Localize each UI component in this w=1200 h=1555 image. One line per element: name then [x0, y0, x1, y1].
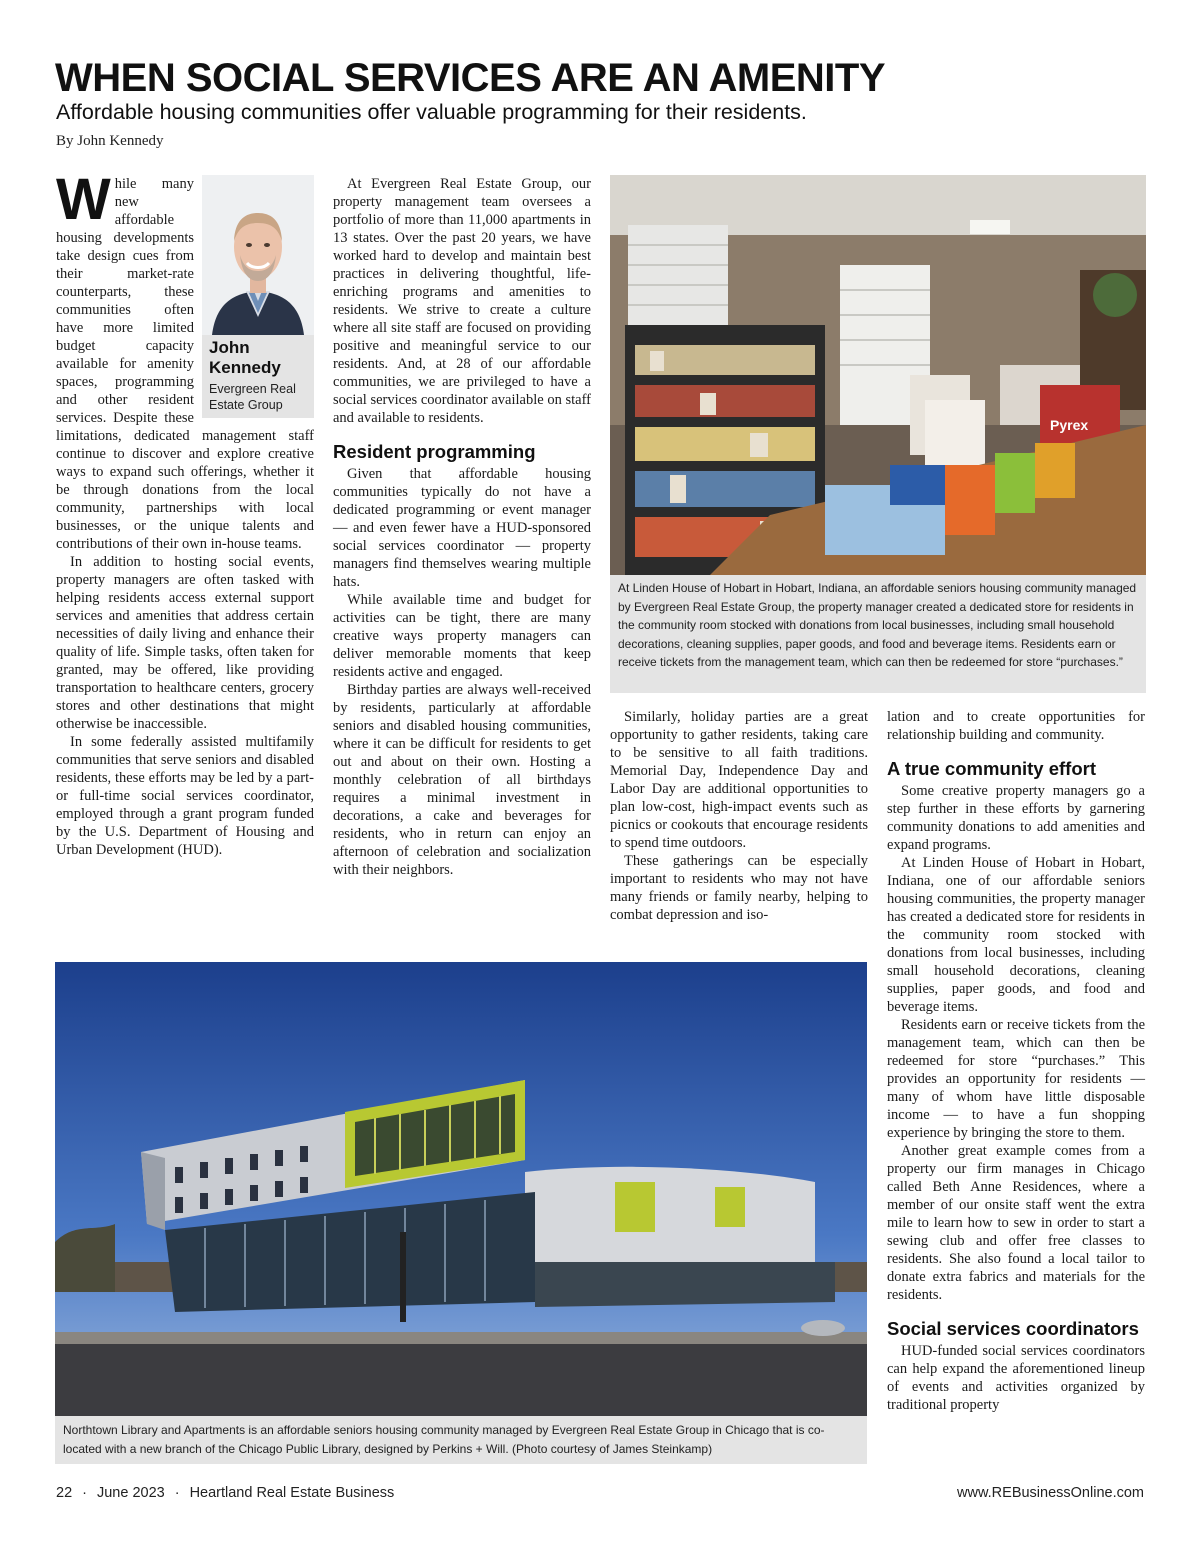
author-name: John Kennedy: [209, 338, 281, 377]
separator-dot: ·: [174, 1485, 180, 1501]
separator-dot: ·: [82, 1485, 87, 1501]
library-photo: [55, 962, 867, 1416]
paragraph: Birthday parties are always well-received by residents, particularly at affordable seniors and disabled housing communities, where it can be difficult for residents to get out and about on their own. Hosting a monthly celebration of all birthdays requires a minimal investment in decorations, a cake and beverages for residents, who in return can enjoy an afternoon of celebration and socialization with their neighbors.: [333, 682, 591, 878]
author-company: Evergreen Real Estate Group: [209, 382, 296, 412]
byline: By John Kennedy: [56, 133, 164, 149]
paragraph: lation and to create opportunities for relationship building and community.: [887, 709, 1145, 743]
author-photo: [202, 175, 314, 335]
paragraph: Some creative property managers go a step further in these efforts by garnering community donations to add amenities and expand programs.: [887, 783, 1145, 853]
headline: WHEN SOCIAL SERVICES ARE AN AMENITY: [55, 56, 885, 100]
paragraph: Similarly, holiday parties are a great opportunity to gather residents, taking care to be sensitive to all faith traditions. Memorial Day, Independence Day and Labor Day are additional opportunities to plan low-cost, high-impact events such as picnics or cookouts that encourage residents to spend time outdoors.: [610, 709, 868, 851]
page-number: 22: [56, 1485, 73, 1501]
paragraph: At Evergreen Real Estate Group, our property management team oversees a portfolio of more than 11,000 apartments in 13 states. Over the past 20 years, we have worked hard to develop and maintain best practices in delivering thoughtful, life-enriching programs and amenities to residents. We strive to create a culture where all site staff are focused on providing positive and meaningful service to our residents. And, at 28 of our affordable communities, we are privileged to have a social services coordinator available on staff and available to residents.: [333, 176, 591, 426]
article-column-2: [333, 175, 591, 879]
store-photo: [610, 175, 1146, 575]
paragraph: Given that affordable housing communities typically do not have a dedicated programming or event manager — and even fewer have a HUD-sponsored social services coordinator — property managers find themselves wearing multiple hats.: [333, 466, 591, 590]
footer-left: [56, 1485, 394, 1501]
pyrex-box-label: Pyrex: [1050, 417, 1089, 433]
section-heading-social-services: Social services coordinators: [887, 1318, 1139, 1339]
paragraph: At Linden House of Hobart in Hobart, Indiana, one of our affordable seniors housing communities, the property manager has created a dedicated store for residents in the community room stocked with donations from local businesses, including small household decorations, cleaning supplies, paper goods, and food and beverage items.: [887, 855, 1145, 1015]
paragraph: Another great example comes from a property our firm manages in Chicago called Beth Anne Residences, where a member of our onsite staff went the extra mile to learn how to sew in order to start a sewing club and offer free classes to residents. She also found a local tailor to donate extra fabrics and materials for the residents.: [887, 1143, 1145, 1303]
website-link[interactable]: www.REBusinessOnline.com: [957, 1485, 1144, 1501]
paragraph: HUD-funded social services coordinators can help expand the aforementioned lineup of events and activities organized by traditional property: [887, 1343, 1145, 1413]
subheadline: Affordable housing communities offer valuable programming for their residents.: [56, 100, 807, 124]
issue-date: June 2023: [96, 1485, 165, 1501]
section-heading-community-effort: A true community effort: [887, 758, 1096, 779]
section-heading-resident-programming: Resident programming: [333, 441, 536, 462]
paragraph: In some federally assisted multifamily communities that serve seniors and disabled residents, these efforts may be led by a part- or full-time social services coordinator, employed through a grant program funded by the U.S. Department of Housing and Urban Development (HUD).: [56, 734, 314, 858]
library-photo-caption: Northtown Library and Apartments is an affordable seniors housing community managed by Evergreen Real Estate Group in Chicago that is co-located with a new branch of the Chicago Public Library, designed by Perkins + Will. (Photo courtesy of James Steinkamp): [55, 1416, 867, 1464]
drop-cap: W: [56, 167, 111, 232]
paragraph: Residents earn or receive tickets from the management team, which can then be redeemed for store “purchases.” This provides an opportunity for residents — many of whom have little disposable income — to have a fun shopping experience by bringing the store to them.: [887, 1017, 1145, 1141]
paragraph: In addition to hosting social events, property managers are often tasked with helping residents access external support services and amenities that address certain necessities of daily living and enhance their quality of life. Simple tasks, often taken for granted, may be offered, like providing transportation to healthcare centers, grocery stores and other destinations that might otherwise be inaccessible.: [56, 554, 314, 732]
author-box: [202, 175, 314, 418]
paragraph: hile many new affordable housing developments take design cues from their market-rate counterparts, these communities often have more limited budget capacity available for amenity spaces, programming and other resident services. Despite these limitations, dedicated management staff continue to discover and explore creative ways to expand such offerings, whether it be through donations from the local community, partnerships with local businesses, or the unique talents and contributions of their own in-house teams.: [56, 176, 314, 552]
article-column-4: [887, 708, 1145, 1414]
paragraph: While available time and budget for activities can be tight, there are many creative ways property managers can deliver memorable moments that keep residents active and engaged.: [333, 592, 591, 680]
article-column-3: [610, 708, 868, 924]
paragraph: These gatherings can be especially important to residents who may not have many friends or family nearby, helping to combat depression and iso-: [610, 853, 868, 923]
store-photo-caption: At Linden House of Hobart in Hobart, Indiana, an affordable seniors housing community managed by Evergreen Real Estate Group, the property manager created a dedicated store for residents in the community room stocked with donations from local businesses, including small household decorations, cleaning supplies, paper goods, and food and beverage items. Residents earn or receive tickets from the management team, which can then be redeemed for store “purchases.”: [610, 575, 1146, 693]
publication-name: Heartland Real Estate Business: [189, 1485, 395, 1501]
